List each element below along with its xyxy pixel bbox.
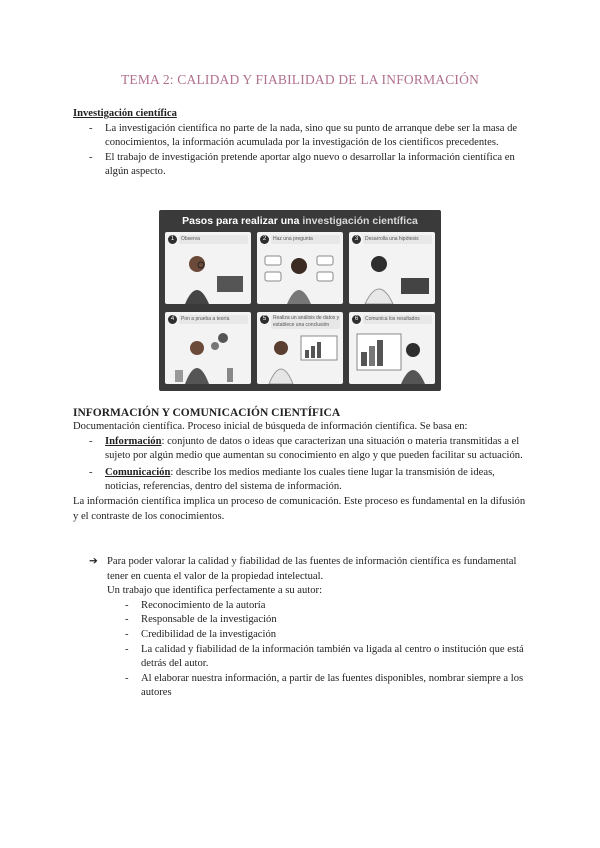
observe-illustration — [165, 232, 251, 304]
step-panel-6 — [349, 312, 435, 384]
definition-list — [89, 435, 533, 495]
step-label: Pon a prueba a teoría — [179, 315, 248, 324]
step-label: Comunica los resultados — [363, 315, 432, 324]
step-number: 3 — [352, 235, 361, 244]
question-illustration — [257, 232, 343, 304]
list-item: - Al elaborar nuestra información, a partir de las fuentes disponibles, nombrar siempre a los autores — [125, 672, 533, 701]
arrow-paragraph — [89, 555, 533, 701]
section-intro: Documentación científica. Proceso inicial de búsqueda de información científica. Se basa en: — [73, 421, 468, 432]
term: Información — [105, 435, 162, 447]
step-panel-2 — [257, 232, 343, 304]
figure-title-plain: Pasos para realizar una — [182, 215, 303, 227]
list-item — [89, 435, 533, 464]
section-heading: INFORMACIÓN Y COMUNICACIÓN CIENTÍFICA — [73, 407, 341, 419]
communicate-illustration — [349, 312, 435, 384]
step-panel-1 — [165, 232, 251, 304]
list-item: - Credibilidad de la investigación — [125, 628, 533, 643]
section-investigacion — [73, 107, 533, 180]
step-panel-4 — [165, 312, 251, 384]
list-item: - El trabajo de investigación pretende aportar algo nuevo o desarrollar la información científica en algún aspecto. — [89, 151, 533, 180]
test-illustration — [165, 312, 251, 384]
definition: : conjunto de datos o ideas que caracterizan una situación o materia transmitidas a el sujeto por algún medio que aumentan su conocimiento en algo y que pueden facilitar su actuación. — [105, 435, 523, 462]
step-number: 5 — [260, 315, 269, 324]
hypothesis-illustration — [349, 232, 435, 304]
section-informacion-comunicacion — [73, 406, 533, 524]
list-item: - Reconocimiento de la autoría — [125, 599, 533, 614]
section-heading: Investigación científica — [73, 108, 177, 119]
paragraph: Para poder valorar la calidad y fiabilidad de las fuentes de información científica es fundamental tener en cuenta el valor de la propiedad intelectual. — [107, 556, 517, 582]
page-title: TEMA 2: CALIDAD Y FIABILIDAD DE LA INFORMACIÓN — [120, 72, 480, 87]
definition: : describe los medios mediante los cuales tiene lugar la transmisión de ideas, noticias, referencias, dentro del sistema de información. — [105, 466, 495, 493]
step-number: 1 — [168, 235, 177, 244]
section-closing: La información científica implica un proceso de comunicación. Este proceso es fundamental en la difusión y el contraste de los conocimientos. — [73, 495, 526, 522]
term: Comunicación — [105, 466, 171, 478]
step-number: 6 — [352, 315, 361, 324]
list-item: - La investigación científica no parte de la nada, sino que su punto de arranque debe ser la masa de conocimientos, la información acumulada por la investigación de los científicos precedentes. — [89, 122, 533, 151]
step-label: Observa — [179, 235, 248, 244]
infographic-figure — [159, 210, 441, 391]
bullet-list — [89, 122, 533, 180]
step-number: 4 — [168, 315, 177, 324]
bullet-list — [125, 599, 533, 701]
paragraph: Un trabajo que identifica perfectamente a su autor: — [107, 585, 323, 597]
arrow-icon: ➔ — [89, 556, 98, 567]
step-number: 2 — [260, 235, 269, 244]
list-item: - Responsable de la investigación — [125, 613, 533, 628]
step-label: Desarrolla una hipótesis — [363, 235, 432, 244]
list-item — [89, 466, 533, 495]
figure-title — [159, 215, 441, 227]
analysis-illustration — [257, 312, 343, 384]
step-panel-5 — [257, 312, 343, 384]
section-propiedad-intelectual — [89, 555, 533, 701]
step-panel-3 — [349, 232, 435, 304]
step-label: Haz una pregunta — [271, 235, 340, 244]
figure-title-highlight: investigación científica — [302, 215, 418, 227]
list-item: - La calidad y fiabilidad de la información también va ligada al centro o institución que está detrás del autor. — [125, 643, 533, 672]
step-label: Realiza un análisis de datos y establece una conclusión — [273, 315, 340, 328]
